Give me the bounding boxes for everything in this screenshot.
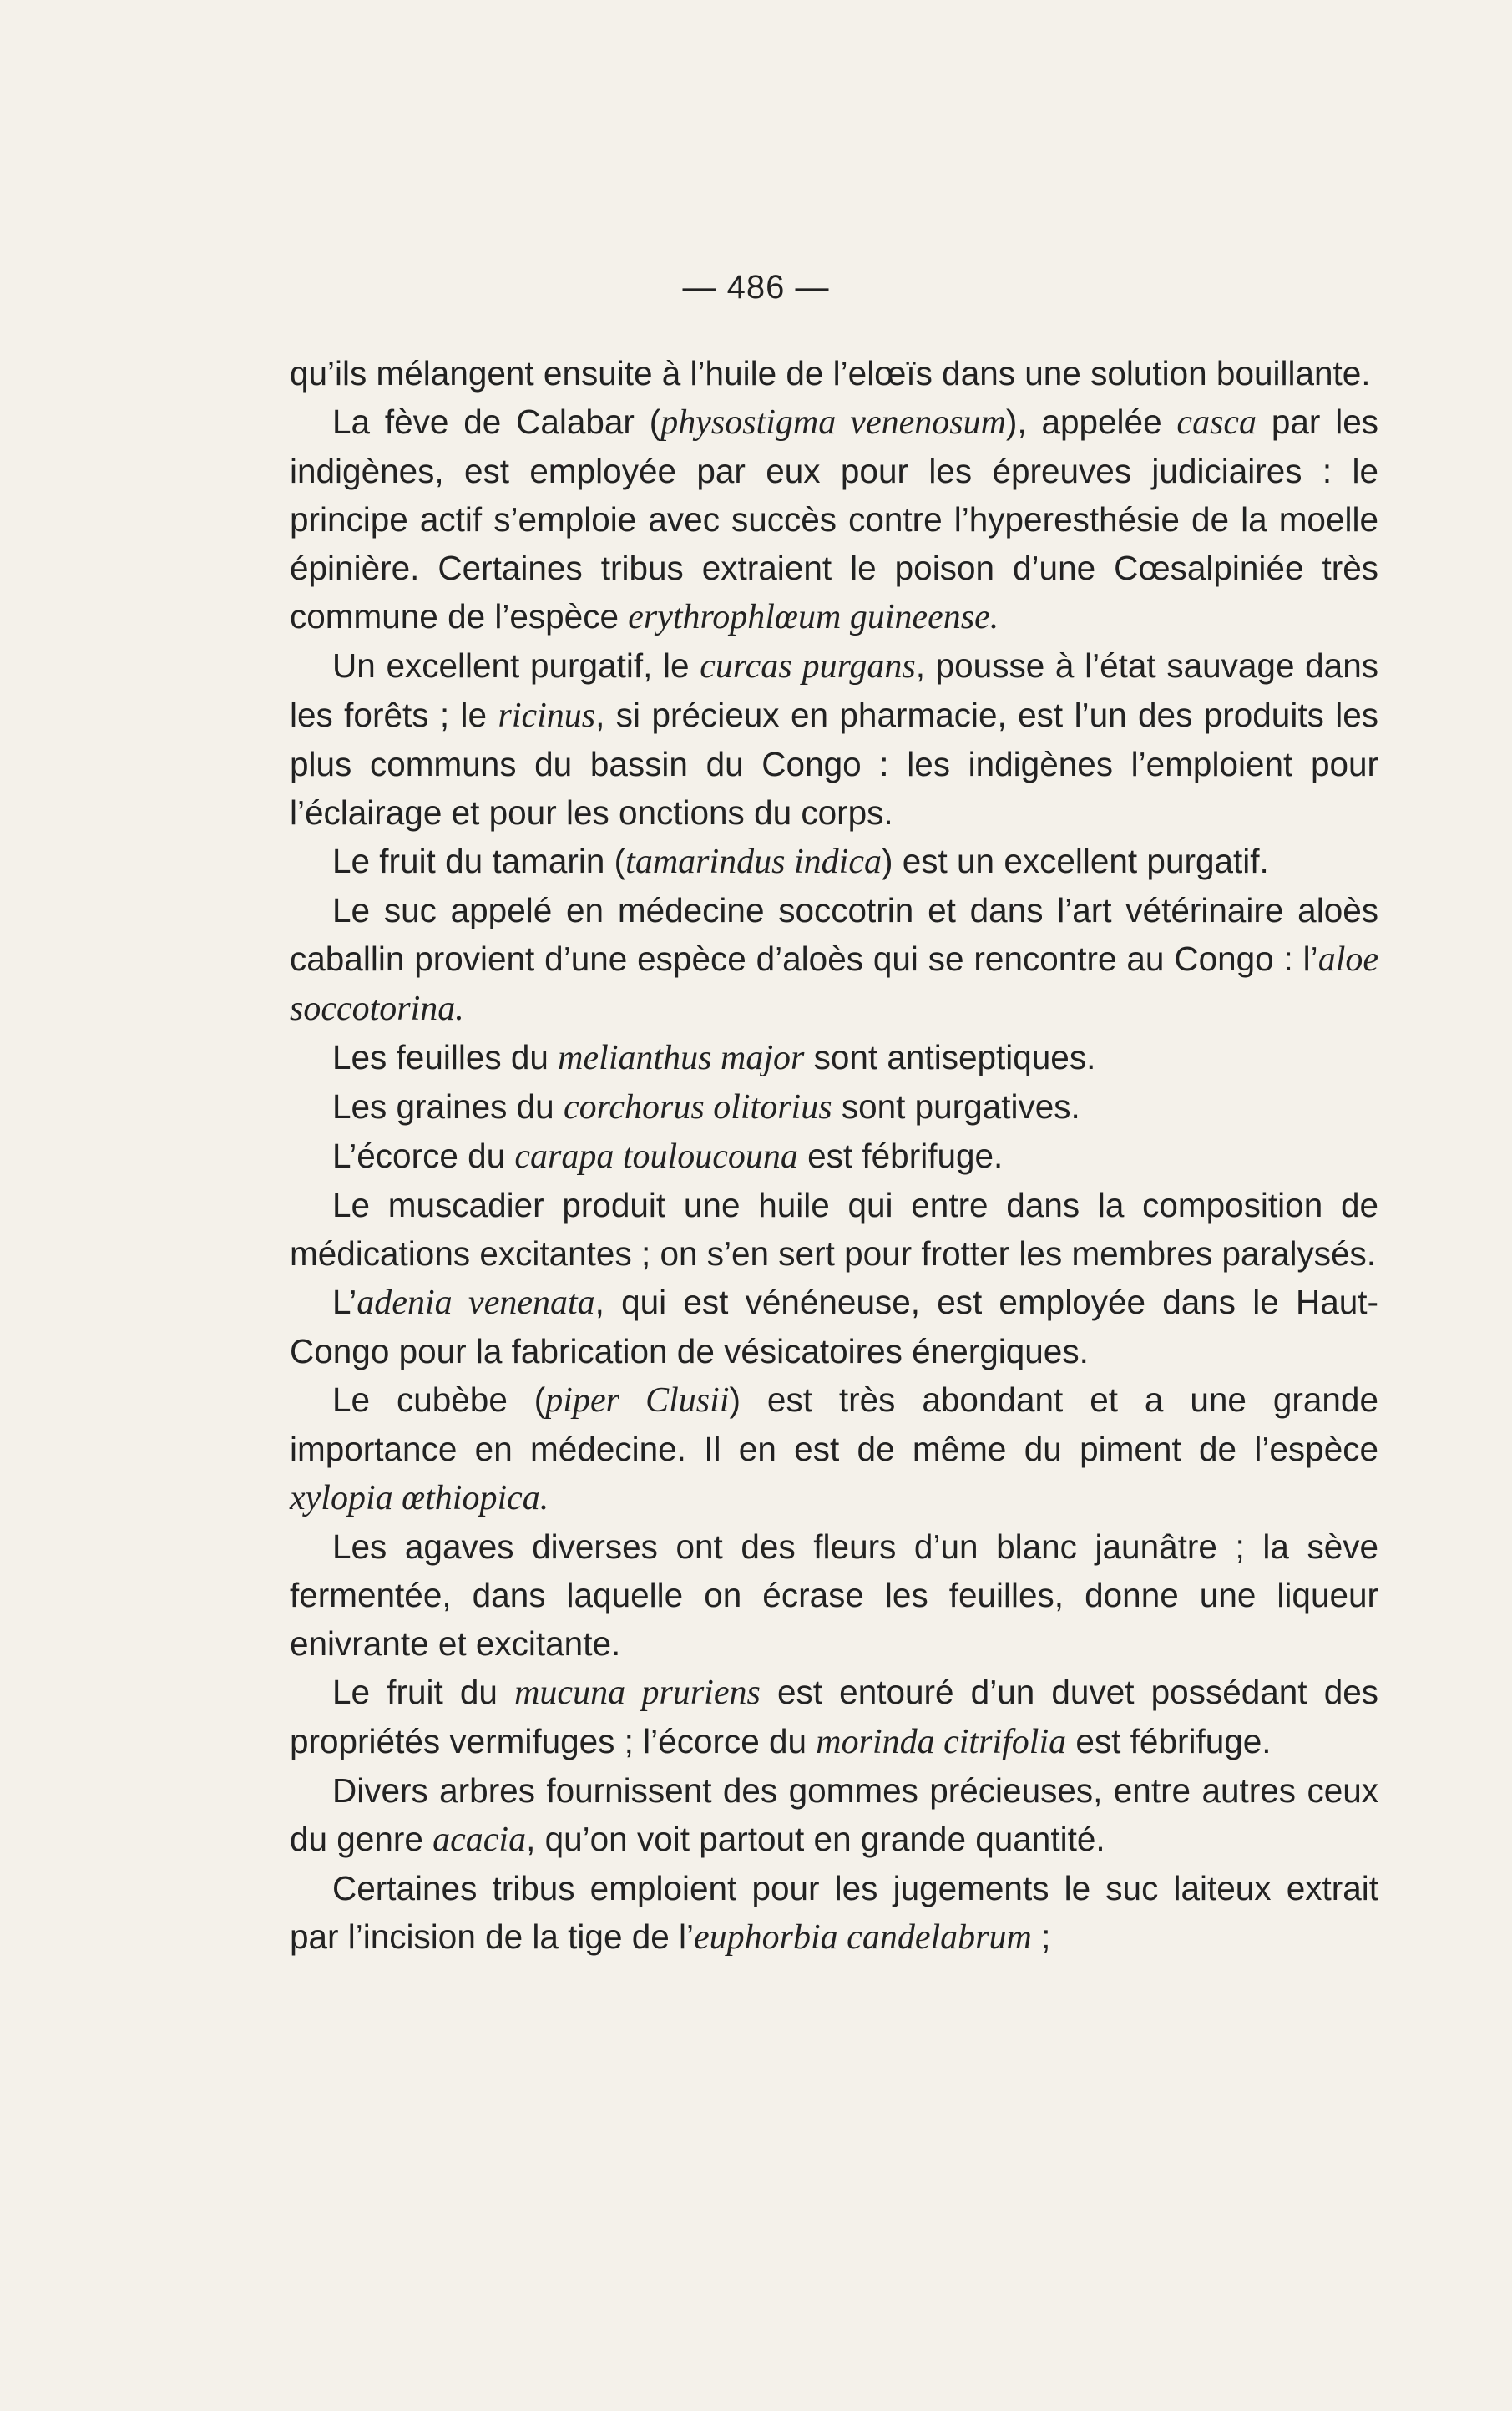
paragraph: [290, 398, 1378, 641]
text-run: Les graines du: [332, 1087, 564, 1126]
paragraph: [290, 1132, 1378, 1181]
text-run: Le suc appelé en médecine soccotrin et dans l’art vétérinaire aloès caballin provient d’une espèce d’aloès qui se rencontre au Congo : l’: [290, 891, 1378, 978]
paragraph: [290, 1375, 1378, 1522]
text-run: , qu’on voit partout en grande quantité.: [526, 1820, 1105, 1858]
paragraph: [290, 1668, 1378, 1766]
paragraph: [290, 349, 1378, 398]
latin-name: casca: [1176, 403, 1257, 442]
text-run: Les agaves diverses ont des fleurs d’un blanc jaunâtre ; la sève fermentée, dans laquelle on écrase les feuilles, donne une liqueur enivrante et excitante.: [290, 1527, 1378, 1663]
paragraph: [290, 1522, 1378, 1668]
paragraph: [290, 1278, 1378, 1375]
paragraph: [290, 1181, 1378, 1278]
text-run: , pousse à l’état sauvage dans les forêts ; le: [290, 646, 1378, 734]
text-run: , qui est vénéneuse, est employée dans le Haut-Congo pour la fabrication de vésicatoires énergiques.: [290, 1283, 1379, 1370]
latin-name: ricinus: [498, 696, 596, 735]
latin-name: carapa touloucouna: [514, 1137, 798, 1176]
text-run: L’: [332, 1283, 357, 1321]
text-run: sont purgatives.: [832, 1087, 1080, 1126]
text-run: L’écorce du: [332, 1137, 515, 1175]
paragraph: [290, 1033, 1378, 1082]
latin-name: euphorbia candelabrum: [694, 1918, 1032, 1957]
latin-name: curcas purgans: [700, 647, 916, 686]
latin-name: acacia: [432, 1821, 527, 1859]
paragraph: [290, 1864, 1378, 1962]
paragraph: [290, 1082, 1378, 1132]
latin-name: erythrophlœum guineense.: [628, 598, 999, 636]
paragraph: [290, 1766, 1378, 1864]
text-run: ) est très abondant et a une grande importance en médecine. Il en est de même du piment de l’espèce: [290, 1380, 1378, 1468]
paragraph: [290, 837, 1378, 886]
latin-name: physostigma venenosum: [660, 403, 1006, 442]
text-run: Les feuilles du: [332, 1038, 559, 1076]
text-run: Divers arbres fournissent des gommes précieuses, entre autres ceux du genre: [290, 1771, 1378, 1858]
latin-name: tamarindus indica: [625, 843, 882, 881]
latin-name: morinda citrifolia: [816, 1723, 1067, 1761]
text-run: ;: [1031, 1917, 1051, 1956]
paragraph: [290, 641, 1378, 837]
text-run: est entouré d’un duvet possédant des propriétés vermifuges ; l’écorce du: [290, 1673, 1378, 1760]
text-run: , si précieux en pharmacie, est l’un des produits les plus communs du bassin du Congo : les indigènes l’emploient pour l’éclairage et pour les onctions du corps.: [290, 696, 1378, 832]
text-run: Un excellent purgatif, le: [332, 646, 700, 685]
latin-name: piper Clusii: [545, 1381, 730, 1420]
text-run: par les indigènes, est employée par eux pour les épreuves judiciaires : le principe actif s’emploie avec succès contre l’hyperesthésie de la moelle épinière. Certaines tribus extraient le poison d’une Cœsalpiniée très commune de l’espèce: [290, 403, 1378, 636]
text-run: est fébrifuge.: [1066, 1722, 1272, 1760]
latin-name: aloe soccotorina.: [290, 940, 1378, 1028]
body-text: [290, 349, 1378, 1962]
text-run: Le fruit du tamarin (: [332, 842, 626, 880]
text-run: sont antiseptiques.: [804, 1038, 1096, 1076]
latin-name: corchorus olitorius: [563, 1088, 832, 1127]
text-run: Le muscadier produit une huile qui entre dans la composition de médications excitantes ; on s’en sert pour frotter les membres paralysés.: [290, 1186, 1378, 1273]
latin-name: mucuna pruriens: [514, 1674, 761, 1712]
page-number: — 486 —: [682, 269, 830, 306]
latin-name: adenia venenata: [357, 1284, 595, 1322]
text-run: ), appelée: [1005, 403, 1177, 441]
paragraph: [290, 886, 1378, 1033]
text-run: qu’ils mélangent ensuite à l’huile de l’elœïs dans une solution bouillante.: [290, 354, 1371, 393]
text-run: ) est un excellent purgatif.: [882, 842, 1269, 880]
text-run: est fébrifuge.: [797, 1137, 1004, 1175]
latin-name: melianthus major: [558, 1039, 805, 1077]
text-run: Le cubèbe (: [332, 1380, 546, 1419]
latin-name: xylopia œthiopica.: [290, 1479, 549, 1517]
text-run: La fève de Calabar (: [332, 403, 661, 441]
text-run: Le fruit du: [332, 1673, 515, 1711]
text-run: Certaines tribus emploient pour les jugements le suc laiteux extrait par l’incision de la tige de l’: [290, 1869, 1378, 1956]
